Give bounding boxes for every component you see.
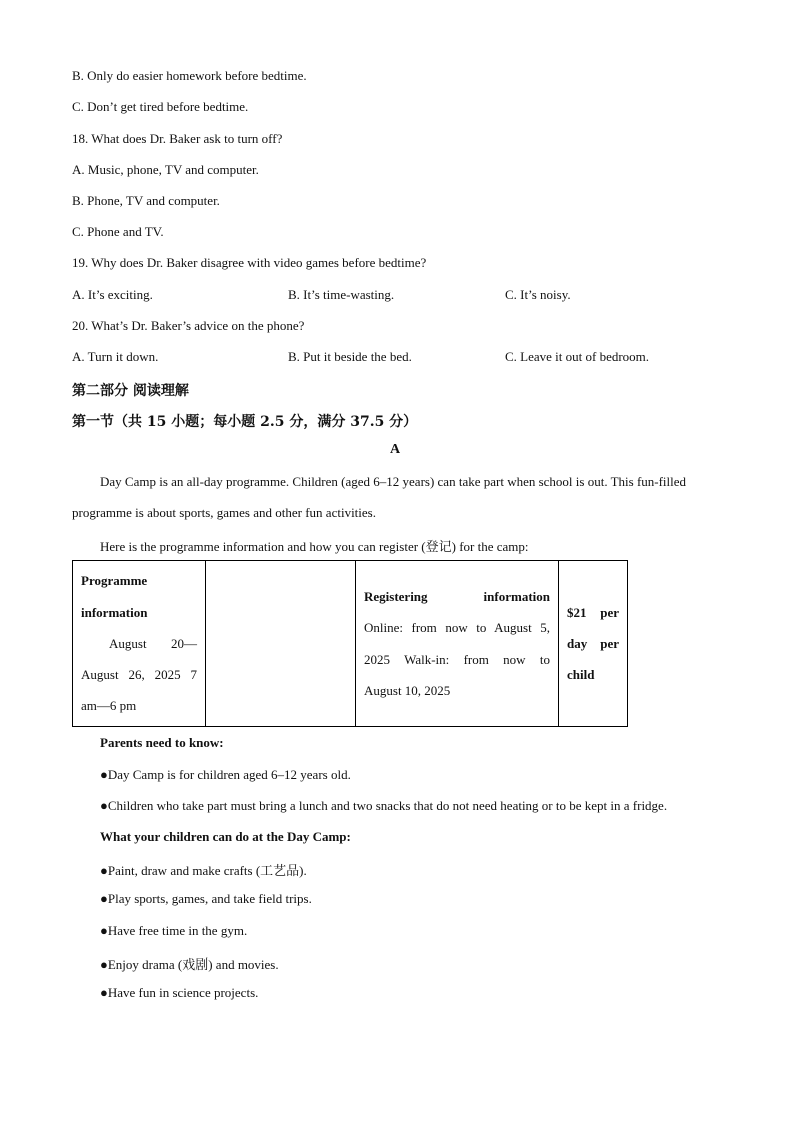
- part-title: 第二部分 阅读理解: [72, 383, 189, 399]
- q18-question: 18. What does Dr. Baker ask to turn off?: [72, 131, 283, 146]
- q19-option-a: A. It’s exciting.: [72, 287, 153, 302]
- q19-option-b: B. It’s time-wasting.: [288, 287, 395, 302]
- q18-option-c: C. Phone and TV.: [72, 224, 164, 239]
- programme-dates-1: August 20—: [109, 635, 197, 651]
- activity-item: ●Paint, draw and make crafts (工艺品).: [100, 863, 307, 878]
- q19-question: 19. Why does Dr. Baker disagree with video games before bedtime?: [72, 255, 427, 270]
- programme-info-cell: [73, 561, 206, 727]
- parents-bullet-1: ●Day Camp is for children aged 6–12 years old.: [100, 767, 351, 782]
- activity-item: ●Play sports, games, and take field trips.: [100, 891, 312, 906]
- q18-option-a: A. Music, phone, TV and computer.: [72, 162, 259, 177]
- activity-item: ●Have fun in science projects.: [100, 985, 259, 1000]
- q17-option-c: C. Don’t get tired before bedtime.: [72, 99, 249, 114]
- passage-intro-line3: Here is the programme information and how you can register (登记) for the camp:: [100, 539, 529, 554]
- passage-intro-line1: Day Camp is an all-day programme. Children (aged 6–12 years) can take part when school is out. This fun-filled: [100, 474, 687, 489]
- q20-option-b: B. Put it beside the bed.: [288, 349, 412, 364]
- programme-info-table: [72, 560, 628, 727]
- register-line3: August 10, 2025: [364, 682, 451, 698]
- register-heading: Registering information: [364, 588, 550, 604]
- register-line1: Online: from now to August 5,: [364, 620, 550, 636]
- price-line2: day per: [567, 635, 619, 651]
- subsection-title: 第一节（共 15 小题；每小题 2.5 分，满分 37.5 分）: [72, 414, 418, 430]
- activity-item: ●Enjoy drama (戏剧) and movies.: [100, 957, 279, 972]
- parents-bullet-2: ●Children who take part must bring a lunch and two snacks that do not need heating or to be kept in a fridge.: [100, 798, 668, 813]
- q20-option-c: C. Leave it out of bedroom.: [505, 349, 650, 364]
- q18-option-b: B. Phone, TV and computer.: [72, 193, 220, 208]
- price-line1: $21 per: [567, 604, 619, 620]
- q20-option-a: A. Turn it down.: [72, 349, 159, 364]
- price-line3: child: [567, 667, 595, 683]
- passage-label: A: [390, 442, 401, 457]
- activities-heading: What your children can do at the Day Camp:: [100, 829, 351, 844]
- parents-heading: Parents need to know:: [100, 735, 224, 750]
- q17-option-b: B. Only do easier homework before bedtime.: [72, 68, 307, 83]
- register-line2: 2025 Walk-in: from now to: [364, 651, 550, 667]
- register-info-cell: [356, 561, 559, 727]
- programme-heading-1: Programme: [81, 573, 148, 589]
- activity-item: ●Have free time in the gym.: [100, 923, 248, 938]
- programme-heading-2: information: [81, 604, 148, 620]
- passage-intro-line2: programme is about sports, games and other fun activities.: [72, 505, 376, 520]
- price-cell: [559, 561, 628, 727]
- q20-question: 20. What’s Dr. Baker’s advice on the phone?: [72, 318, 305, 333]
- programme-dates-2: August 26, 2025 7: [81, 667, 197, 683]
- q19-option-c: C. It’s noisy.: [505, 287, 571, 302]
- programme-dates-3: am—6 pm: [81, 698, 137, 714]
- empty-cell: [206, 561, 356, 727]
